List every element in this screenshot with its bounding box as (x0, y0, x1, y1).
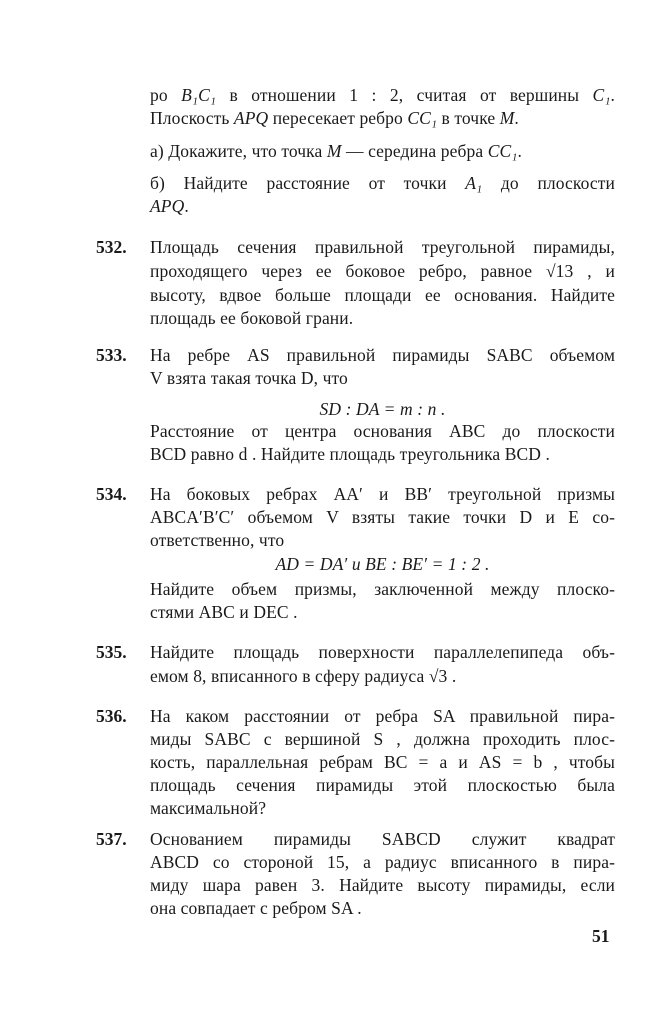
text-run: Плоскость (150, 108, 234, 128)
math-c1: C₁ (592, 85, 611, 105)
problem-534-line: Найдите объем призмы, заключенной между плоско- (150, 579, 615, 599)
math-a1: A₁ (465, 173, 483, 193)
problem-536-line: максимальной? (150, 798, 267, 818)
problem-533-line: На ребре AS правильной пирамиды SABC объемом (150, 345, 615, 365)
problem-537-line: Основанием пирамиды SABCD служит квадрат (150, 829, 615, 849)
problem-535-line: емом 8, вписанного в сферу радиуса √3 . (150, 666, 457, 686)
formula: AD = DA′ и BE : BE′ = 1 : 2 . (275, 554, 490, 574)
text-run: , считая от вершины (398, 85, 593, 105)
problem-536-line: На каком расстоянии от ребра SA правильной пира- (150, 706, 615, 726)
math-apq: APQ (150, 196, 185, 216)
formula: SD : DA = m : n . (319, 399, 446, 419)
ratio: 1 : 2 (349, 85, 399, 105)
text-run: пересекает ребро (268, 108, 408, 128)
text-run: б) Найдите расстояние от точки (150, 173, 466, 193)
math-m: M (499, 108, 515, 128)
problem-number: 534. (96, 484, 127, 504)
problem-534-line: стями ABC и DEC . (150, 602, 298, 622)
text-run: до плоскости (482, 173, 615, 193)
problem-534-line: ответственно, что (150, 530, 285, 550)
text-run: . (517, 141, 522, 161)
text-run: в точке (437, 108, 500, 128)
problem-536-line: площадь сечения пирамиды этой плоскостью была (150, 775, 615, 795)
problem-537-line: ABCD со стороной 15, а радиус вписанного в пира- (150, 852, 615, 872)
problem-532-line: Площадь сечения правильной треугольной пирамиды, (150, 237, 615, 257)
problem-532-line: высоту, вдвое больше площади ее основания. Найдите (150, 285, 615, 305)
problem-number: 535. (96, 642, 127, 662)
text-run: в отношении (216, 85, 350, 105)
problem-number: 536. (96, 706, 127, 726)
problem-536-line: кость, параллельная ребрам BC = a и AS = b , чтобы (150, 752, 615, 772)
part-a (150, 140, 615, 162)
text-run: . (610, 85, 615, 105)
problem-535-line: Найдите площадь поверхности параллелепипеда объ- (150, 642, 615, 662)
problem-536-line: миды SABC с вершиной S , должна проходить плос- (150, 729, 615, 749)
problem-533-line: Расстояние от центра основания ABC до плоскости (150, 421, 615, 441)
problem-537-line: миду шара равен 3. Найдите высоту пирамиды, если (150, 875, 615, 895)
math-m: M (326, 141, 342, 161)
problem-532-line: проходящего через ее боковое ребро, равное √13 , и (150, 261, 615, 281)
math-b1c1: B₁C₁ (181, 85, 217, 105)
math-cc1: CC₁ (487, 141, 518, 161)
continuation-line-2 (150, 107, 615, 129)
problem-533-line: V взята такая точка D, что (150, 368, 348, 388)
page-number: 51 (592, 926, 610, 946)
problem-number: 533. (96, 345, 127, 365)
problem-532-line: площадь ее боковой грани. (150, 308, 354, 328)
part-b-line-2 (150, 195, 615, 217)
text-run: — середина ребра (341, 141, 488, 161)
part-b-line-1 (150, 172, 615, 194)
math-cc1: CC₁ (407, 108, 438, 128)
problem-533-line: BCD равно d . Найдите площадь треугольника BCD . (150, 444, 550, 464)
continuation-line-1 (150, 84, 615, 106)
problem-534-line: ABCA′B′C′ объемом V взяты такие точки D и E со- (150, 507, 615, 527)
problem-number: 537. (96, 829, 127, 849)
problem-537-line: она совпадает с ребром SA . (150, 898, 362, 918)
text-run: . (514, 108, 519, 128)
text-run: а) Докажите, что точка (150, 141, 327, 161)
math-apq: APQ (233, 108, 269, 128)
text-run: . (184, 196, 189, 216)
problem-number: 532. (96, 237, 127, 257)
problem-534-line: На боковых ребрах AA′ и BB′ треугольной призмы (150, 484, 615, 504)
text-run: ро (150, 85, 182, 105)
